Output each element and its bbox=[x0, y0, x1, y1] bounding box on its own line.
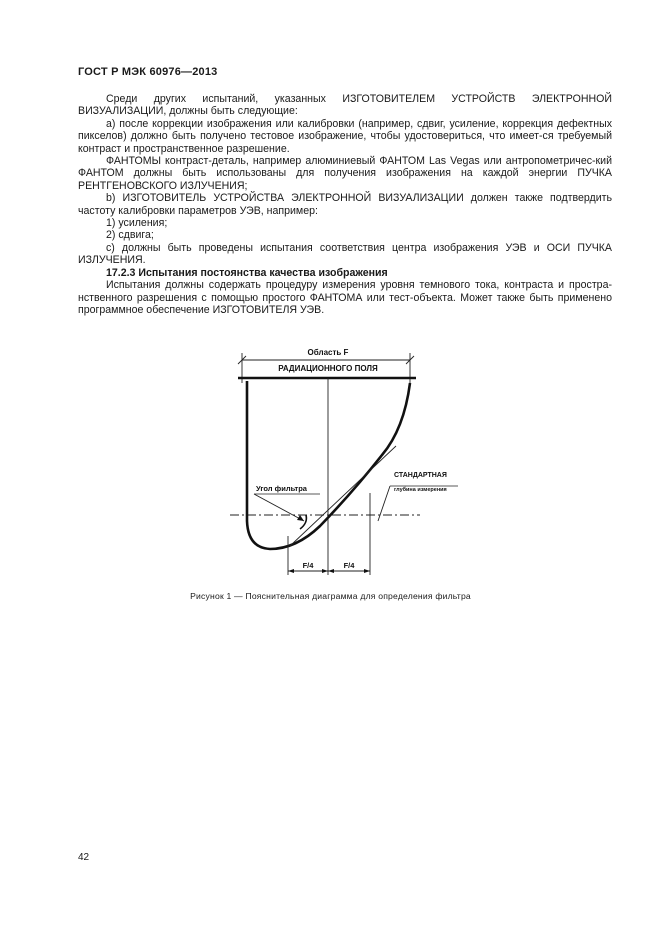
page-number: 42 bbox=[78, 852, 90, 863]
f4-arrow-right-end bbox=[364, 569, 370, 573]
section-heading: 17.2.3 Испытания постоянства качества изображения bbox=[106, 266, 388, 279]
tangent-line bbox=[290, 446, 396, 546]
sub-list-item: 1) усиления; bbox=[106, 217, 168, 230]
filter-angle-leader bbox=[254, 494, 304, 521]
list-item: a) после коррекции изображения или калибровки (например, сдвиг, усиление, коррекция дефектных пикселов) должно быть получено тестовое изображение, чтобы удостовериться, что имеет-ся требуемый контраст и пространственное разрешение. bbox=[78, 117, 612, 155]
paragraph: Среди других испытаний, указанных ИЗГОТОВИТЕЛЕМ УСТРОЙСТВ ЭЛЕКТРОННОЙ ВИЗУАЛИЗАЦИИ, должны быть следующие: bbox=[78, 93, 612, 118]
f4-arrow-left-end bbox=[322, 569, 328, 573]
document-header: ГОСТ Р МЭК 60976—2013 bbox=[78, 66, 218, 78]
sub-list-item: 2) сдвига; bbox=[106, 229, 154, 242]
figure-caption: Рисунок 1 — Пояснительная диаграмма для определения фильтра bbox=[190, 591, 471, 601]
list-item: b) ИЗГОТОВИТЕЛЬ УСТРОЙСТВА ЭЛЕКТРОННОЙ ВИЗУАЛИЗАЦИИ должен также подтвердить частоту калибровки параметров УЭВ, например: bbox=[78, 192, 612, 217]
field-label: РАДИАЦИОННОГО ПОЛЯ bbox=[278, 364, 378, 373]
f4-arrow-right-start bbox=[328, 569, 334, 573]
filter-diagram bbox=[220, 343, 460, 583]
area-label: Область F bbox=[307, 348, 349, 357]
paragraph: Испытания должны содержать процедуру измерения уровня темнового тока, контраста и простра-нственного разрешения с помощью простого ФАНТОМА или тест-объекта. Может также быть применено программное обеспечение ИЗГОТОВИТЕЛЯ УЭВ. bbox=[78, 279, 612, 316]
list-item: c) должны быть проведены испытания соответствия центра изображения УЭВ и ОСИ ПУЧКА ИЗЛУЧЕНИЯ. bbox=[78, 241, 612, 267]
profile-curve bbox=[247, 381, 410, 549]
standard-depth-label: глубина измерения bbox=[394, 487, 447, 493]
f4-left-label: F/4 bbox=[302, 561, 314, 570]
f4-right-label: F/4 bbox=[343, 561, 355, 570]
paragraph: ФАНТОМЫ контраст-деталь, например алюминиевый ФАНТОМ Las Vegas или антропометричес-кий ФАНТОМ должны быть использованы для получения изображения на каждой энергии ПУЧКА РЕНТГЕНОВСКОГО ИЗЛУЧЕНИЯ; bbox=[78, 155, 612, 192]
body-text bbox=[78, 93, 612, 316]
filter-angle-label: Угол фильтра bbox=[256, 484, 307, 493]
f4-arrow-left-start bbox=[288, 569, 294, 573]
standard-label: СТАНДАРТНАЯ bbox=[394, 472, 447, 479]
standard-depth-leader bbox=[378, 486, 390, 521]
